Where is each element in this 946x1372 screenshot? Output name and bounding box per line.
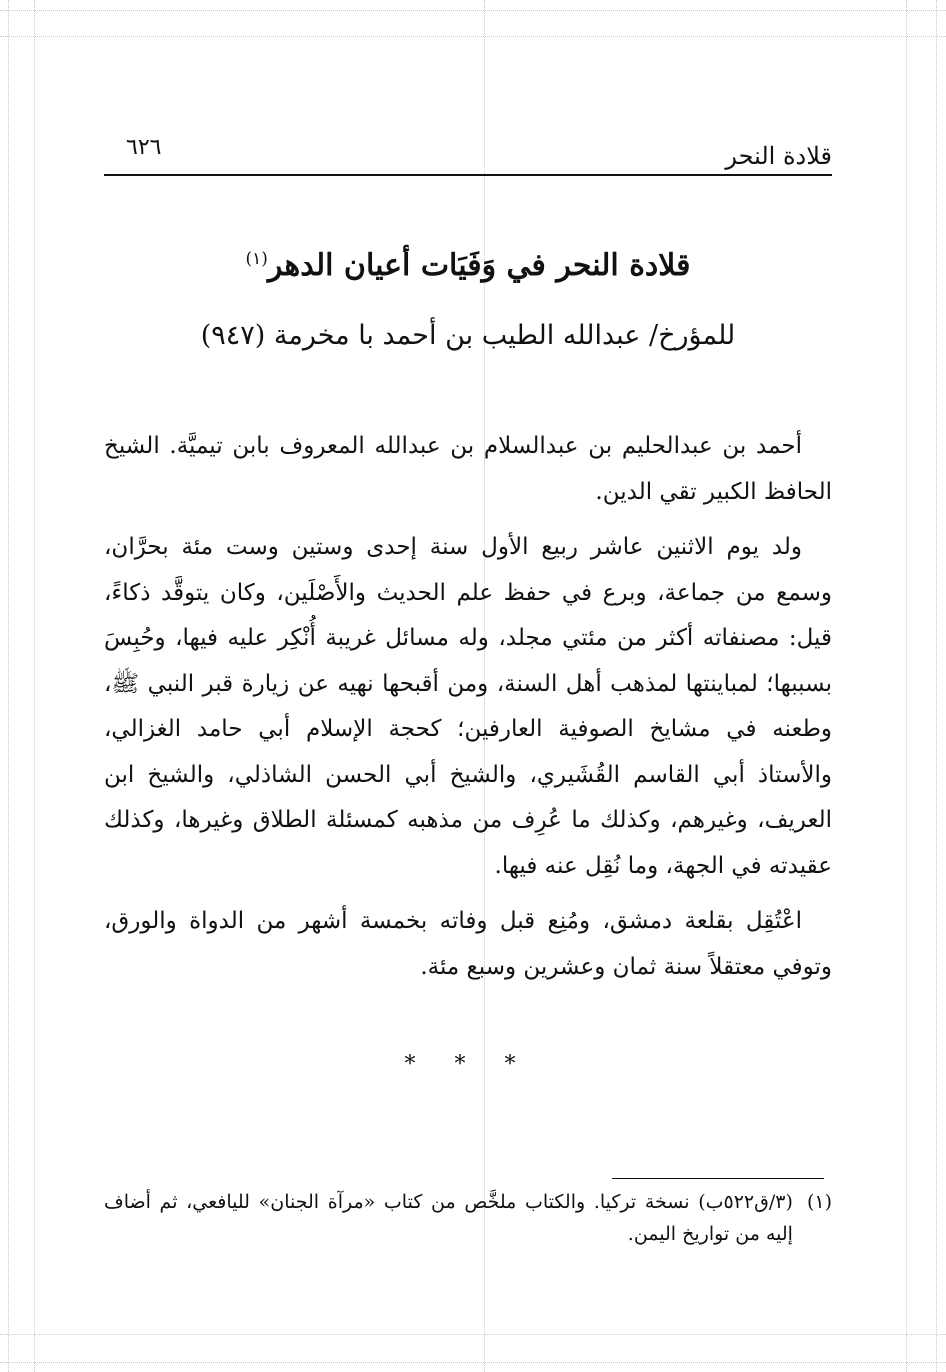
running-header (104, 128, 832, 176)
footnote-rule (612, 1178, 824, 1179)
scan-guide-line (34, 0, 35, 1372)
running-title: قلادة النحر (725, 142, 832, 170)
scan-guide-line (906, 0, 907, 1372)
scan-guide-line (0, 1334, 946, 1335)
scan-guide-line (0, 36, 946, 37)
paragraph: اعْتُقِل بقلعة دمشق، ومُنِع قبل وفاته بخمسة أشهر من الدواة والورق، وتوفي معتقلاً سنة ثمان وعشرين وسبع مئة. (104, 908, 832, 980)
footnote-text: (٣/ق٥٢٢ب) نسخة تركيا. والكتاب ملخَّص من كتاب «مرآة الجنان» لليافعي، ثم أضاف إليه من تواريخ اليمن. (104, 1191, 793, 1245)
scan-guide-line (8, 0, 9, 1372)
paragraph: أحمد بن عبدالحليم بن عبدالسلام بن عبدالله المعروف بابن تيميَّة. الشيخ الحافظ الكبير تقي الدين. (104, 433, 832, 505)
page-title (104, 248, 832, 283)
scan-guide-line (0, 10, 946, 11)
scan-guide-line (0, 1362, 946, 1363)
main-text (104, 424, 832, 990)
paragraph: ولد يوم الاثنين عاشر ربيع الأول سنة إحدى وستين وست مئة بحرَّان، وسمع من جماعة، وبرع في حفظ علم الحديث والأَصْلَين، وكان يتوقَّد ذكاءً، قيل: مصنفاته أكثر من مئتي مجلد، وله مسائل غريبة أُنْكِر عليه فيها، وحُبِسَ بسببها؛ لمباينتها لمذهب أهل السنة، ومن أقبحها نهيه عن زيارة قبر النبي ﷺ، وطعنه في مشايخ الصوفية العارفين؛ كحجة الإسلام أبي حامد الغزالي، والأستاذ أبي القاسم القُشَيري، والشيخ أبي الحسن الشاذلي، والشيخ ابن العريف، وغيرهم، وكذلك ما عُرِف من مذهبه كمسئلة الطلاق وغيرها، وكذلك عقيدته في الجهة، وما نُقِل عنه فيها. (104, 534, 832, 879)
title-text: قلادة النحر في وَفَيَات أعيان الدهر (267, 248, 691, 283)
page-number: ٦٢٦ (126, 135, 162, 160)
author-line: للمؤرخ/ عبدالله الطيب بن أحمد با مخرمة (٩٤٧) (200, 320, 736, 351)
footnote (104, 1186, 832, 1250)
section-separator: * * * (404, 1052, 532, 1077)
footnote-marker: (١) (806, 1191, 832, 1213)
scan-guide-line (936, 0, 937, 1372)
title-footnote-ref: (١) (245, 249, 268, 269)
